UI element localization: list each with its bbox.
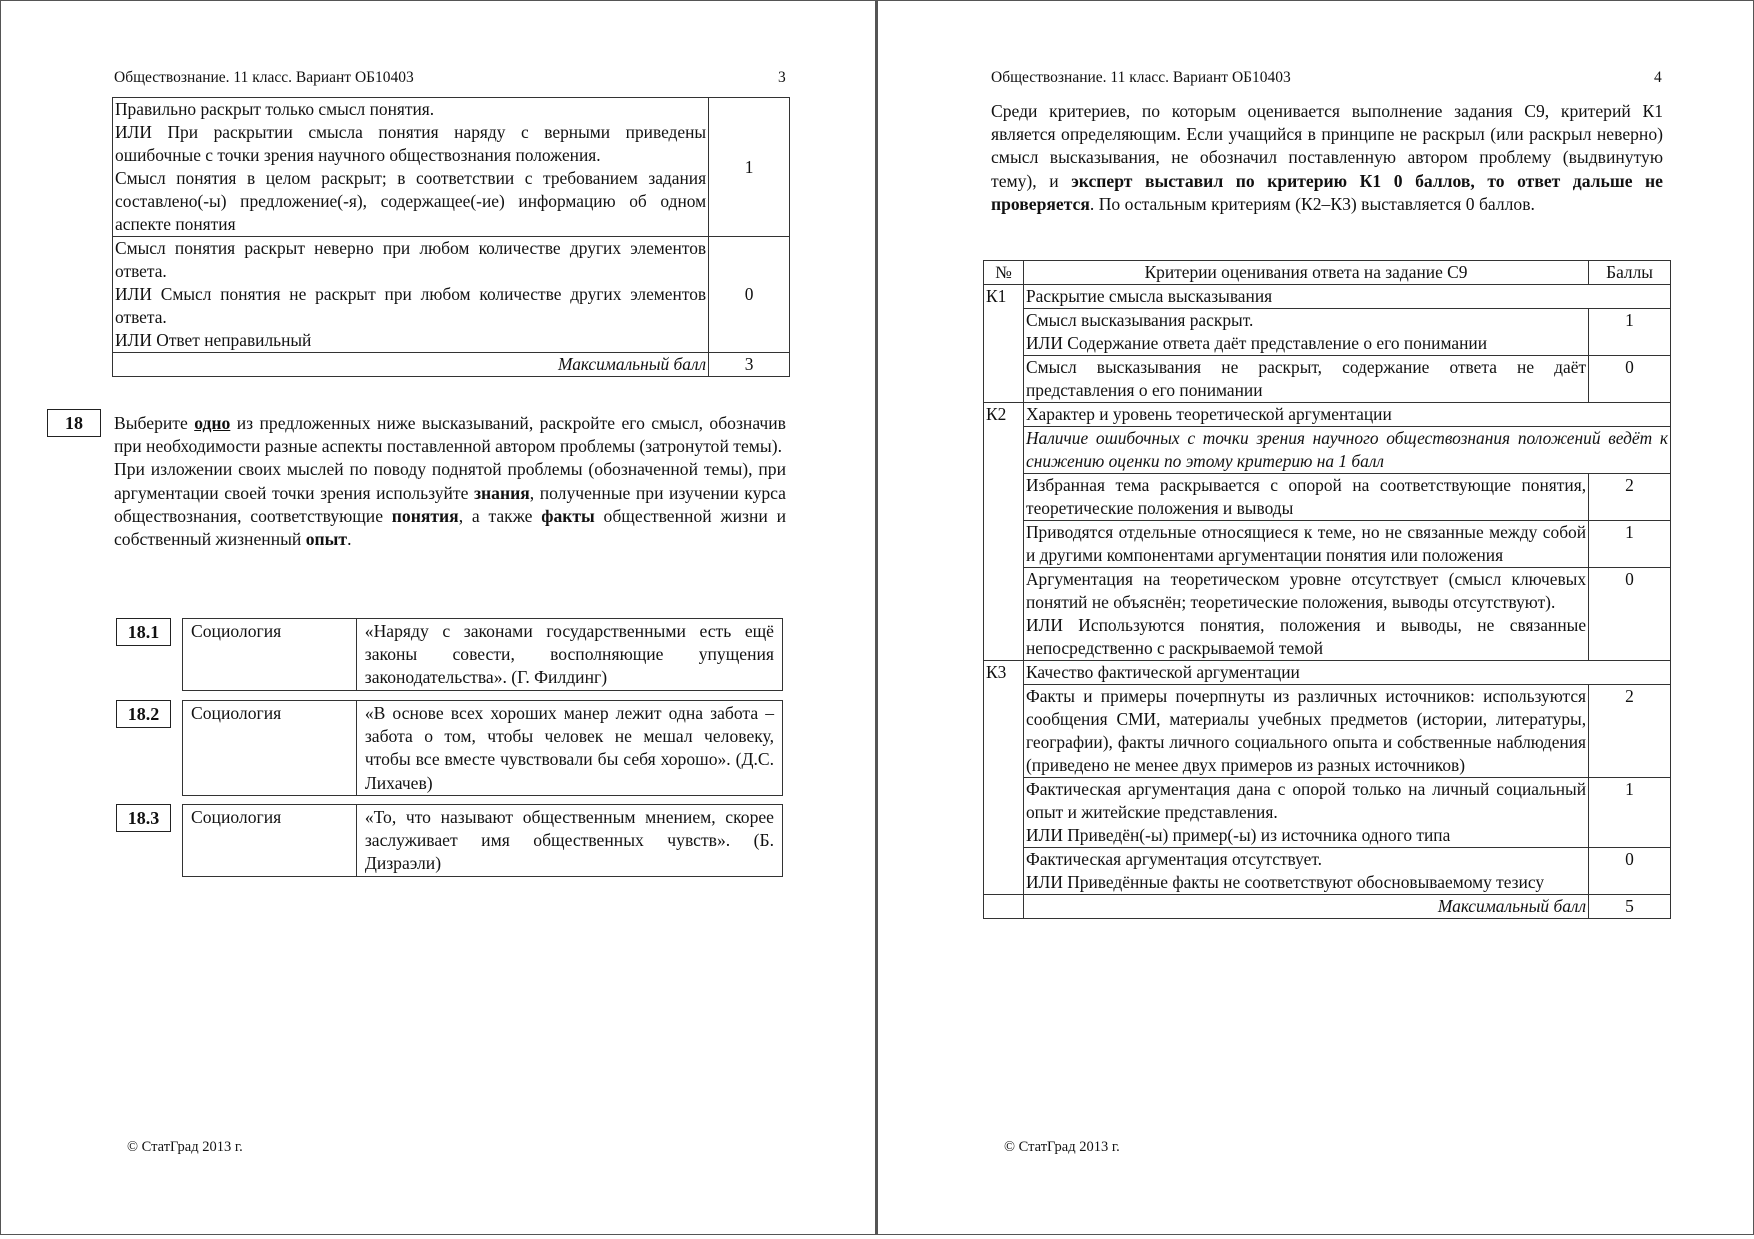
question-number: 18 <box>47 409 101 437</box>
option-subject: Социология <box>183 701 357 796</box>
max-score-value: 3 <box>709 353 790 377</box>
col-score-header: Баллы <box>1589 261 1671 285</box>
option-quote: «В основе всех хороших манер лежит одна забота –забота о том, чтобы человек не мешал человеку, чтобы все вместе чувствовали бы себя хорошо». (Д.С. Лихачев) <box>356 701 782 796</box>
max-score-label: Максимальный балл <box>113 353 709 377</box>
criterion-row: Смысл высказывания не раскрыт, содержание ответа не даёт представления о его понимании 0 <box>984 356 1671 403</box>
question-paragraph-2: При изложении своих мыслей по поводу поднятой проблемы (обозначенной темы), при аргументации своей точки зрения используйте знания, полученные при изучении курса обществознания, соответствующие понятия, а также факты общественной жизни и собственный жизненный опыт. <box>114 459 786 550</box>
option-id: 18.1 <box>116 618 171 646</box>
score-cell: 1 <box>1589 521 1671 568</box>
criterion-code: К2 <box>984 403 1024 427</box>
page-header: Обществознание. 11 класс. Вариант ОБ10403 <box>114 69 414 86</box>
max-score-row <box>984 895 1671 919</box>
option-id: 18.2 <box>116 700 171 728</box>
criterion-code: К1 <box>984 285 1024 309</box>
option-subject: Социология <box>183 805 357 877</box>
score-cell: 0 <box>1589 568 1671 661</box>
criterion-title: Качество фактической аргументации <box>1023 661 1670 685</box>
score-cell: 1 <box>1589 309 1671 356</box>
question-paragraph-1: Выберите одно из предложенных ниже высказываний, раскройте его смысл, обозначив при необходимости разные аспекты поставленной автором проблемы (затронутой темы). <box>114 413 786 457</box>
page-4 <box>876 0 1754 1235</box>
score-cell: 0 <box>709 237 790 353</box>
criterion-note-row <box>984 427 1671 474</box>
table-header <box>984 261 1671 285</box>
question-text <box>114 412 786 551</box>
page-header: Обществознание. 11 класс. Вариант ОБ10403 <box>991 69 1291 86</box>
criterion-row: Факты и примеры почерпнуты из различных источников: используются сообщения СМИ, материалы учебных предметов (истории, литературы, географии), факты личного социального опыта и собственные наблюдения (приведено не менее двух примеров из разных источников) 2 <box>984 685 1671 778</box>
page-number: 4 <box>1654 69 1662 86</box>
criterion-row: Смысл высказывания раскрыт. ИЛИ Содержание ответа даёт представление о его понимании 1 <box>984 309 1671 356</box>
criteria-line: Правильно раскрыт только смысл понятия. <box>115 99 435 119</box>
page-3 <box>0 0 876 1235</box>
score-cell: 0 <box>1589 356 1671 403</box>
option-subject: Социология <box>183 619 357 691</box>
criterion-title: Раскрытие смысла высказывания <box>1023 285 1670 309</box>
max-score-row <box>113 353 790 377</box>
criterion-note: Наличие ошибочных с точки зрения научного обществознания положений ведёт к снижению оценки по этому критерию на 1 балл <box>1023 427 1670 474</box>
option-table <box>182 700 783 796</box>
criteria-line: ИЛИ Смысл понятия не раскрыт при любом количестве других элементов ответа. <box>115 284 707 327</box>
option-table <box>182 618 783 691</box>
score-cell: 0 <box>1589 848 1671 895</box>
score-cell: 2 <box>1589 474 1671 521</box>
criterion-row: Избранная тема раскрывается с опорой на соответствующие понятия, теоретические положения и выводы 2 <box>984 474 1671 521</box>
page-number: 3 <box>778 69 786 86</box>
page-footer: © СтатГрад 2013 г. <box>1004 1139 1120 1155</box>
option-quote: «Наряду с законами государственными есть ещё законы совести, восполняющие упущения законодательства». (Г. Филдинг) <box>356 619 782 691</box>
criterion-title: Характер и уровень теоретической аргументации <box>1023 403 1670 427</box>
score-cell: 2 <box>1589 685 1671 778</box>
criterion-k3-title-row <box>984 661 1671 685</box>
criteria-line: ИЛИ При раскрытии смысла понятия наряду с верными приведены ошибочные с точки зрения научного обществознания положения. <box>115 122 707 165</box>
col-num-header: № <box>984 261 1024 285</box>
criterion-k1-title-row <box>984 285 1671 309</box>
criterion-k2-title-row <box>984 403 1671 427</box>
criteria-line: Смысл понятия раскрыт неверно при любом количестве других элементов ответа. <box>115 238 707 281</box>
criterion-row: Фактическая аргументация отсутствует. ИЛИ Приведённые факты не соответствуют обосновываемому тезису 0 <box>984 848 1671 895</box>
criteria-row <box>113 237 790 353</box>
score-cell: 1 <box>1589 778 1671 848</box>
option-id: 18.3 <box>116 804 171 832</box>
criteria-table-continued <box>112 97 790 377</box>
criterion-row: Приводятся отдельные относящиеся к теме, но не связанные между собой и другими компонентами аргументации понятия или положения 1 <box>984 521 1671 568</box>
score-cell: 1 <box>709 98 790 237</box>
option-table <box>182 804 783 877</box>
criteria-line: Смысл понятия в целом раскрыт; в соответствии с требованием задания составлено(-ы) предложение(-я), содержащее(-ие) информацию об одном аспекте понятия <box>115 168 707 234</box>
col-criteria-header: Критерии оценивания ответа на задание С9 <box>1023 261 1588 285</box>
option-quote: «То, что называют общественным мнением, скорее заслуживает имя общественных чувств». (Б. Дизраэли) <box>356 805 782 877</box>
max-score-value: 5 <box>1589 895 1671 919</box>
criteria-row <box>113 98 790 237</box>
page-footer: © СтатГрад 2013 г. <box>127 1139 243 1155</box>
criterion-row: Фактическая аргументация дана с опорой только на личный социальный опыт и житейские представления. ИЛИ Приведён(-ы) пример(-ы) из источника одного типа 1 <box>984 778 1671 848</box>
criterion-row: Аргументация на теоретическом уровне отсутствует (смысл ключевых понятий не объяснён; теоретические положения, выводы отсутствуют). ИЛИ Используются понятия, положения и выводы, не связанные непосредственно с раскрываемой темой 0 <box>984 568 1671 661</box>
criteria-line: ИЛИ Ответ неправильный <box>115 330 312 350</box>
max-score-label: Максимальный балл <box>1023 895 1588 919</box>
criteria-table <box>983 260 1671 919</box>
intro-paragraph: Среди критериев, по которым оценивается выполнение задания С9, критерий К1 является определяющим. Если учащийся в принципе не раскрыл (или раскрыл неверно) смысл высказывания, не обозначил поставленную автором проблему (выдвинутую тему), и эксперт выставил по критерию К1 0 баллов, то ответ дальше не проверяется. По остальным критериям (К2–К3) выставляется 0 баллов. <box>991 101 1663 214</box>
criterion-code: К3 <box>984 661 1024 685</box>
